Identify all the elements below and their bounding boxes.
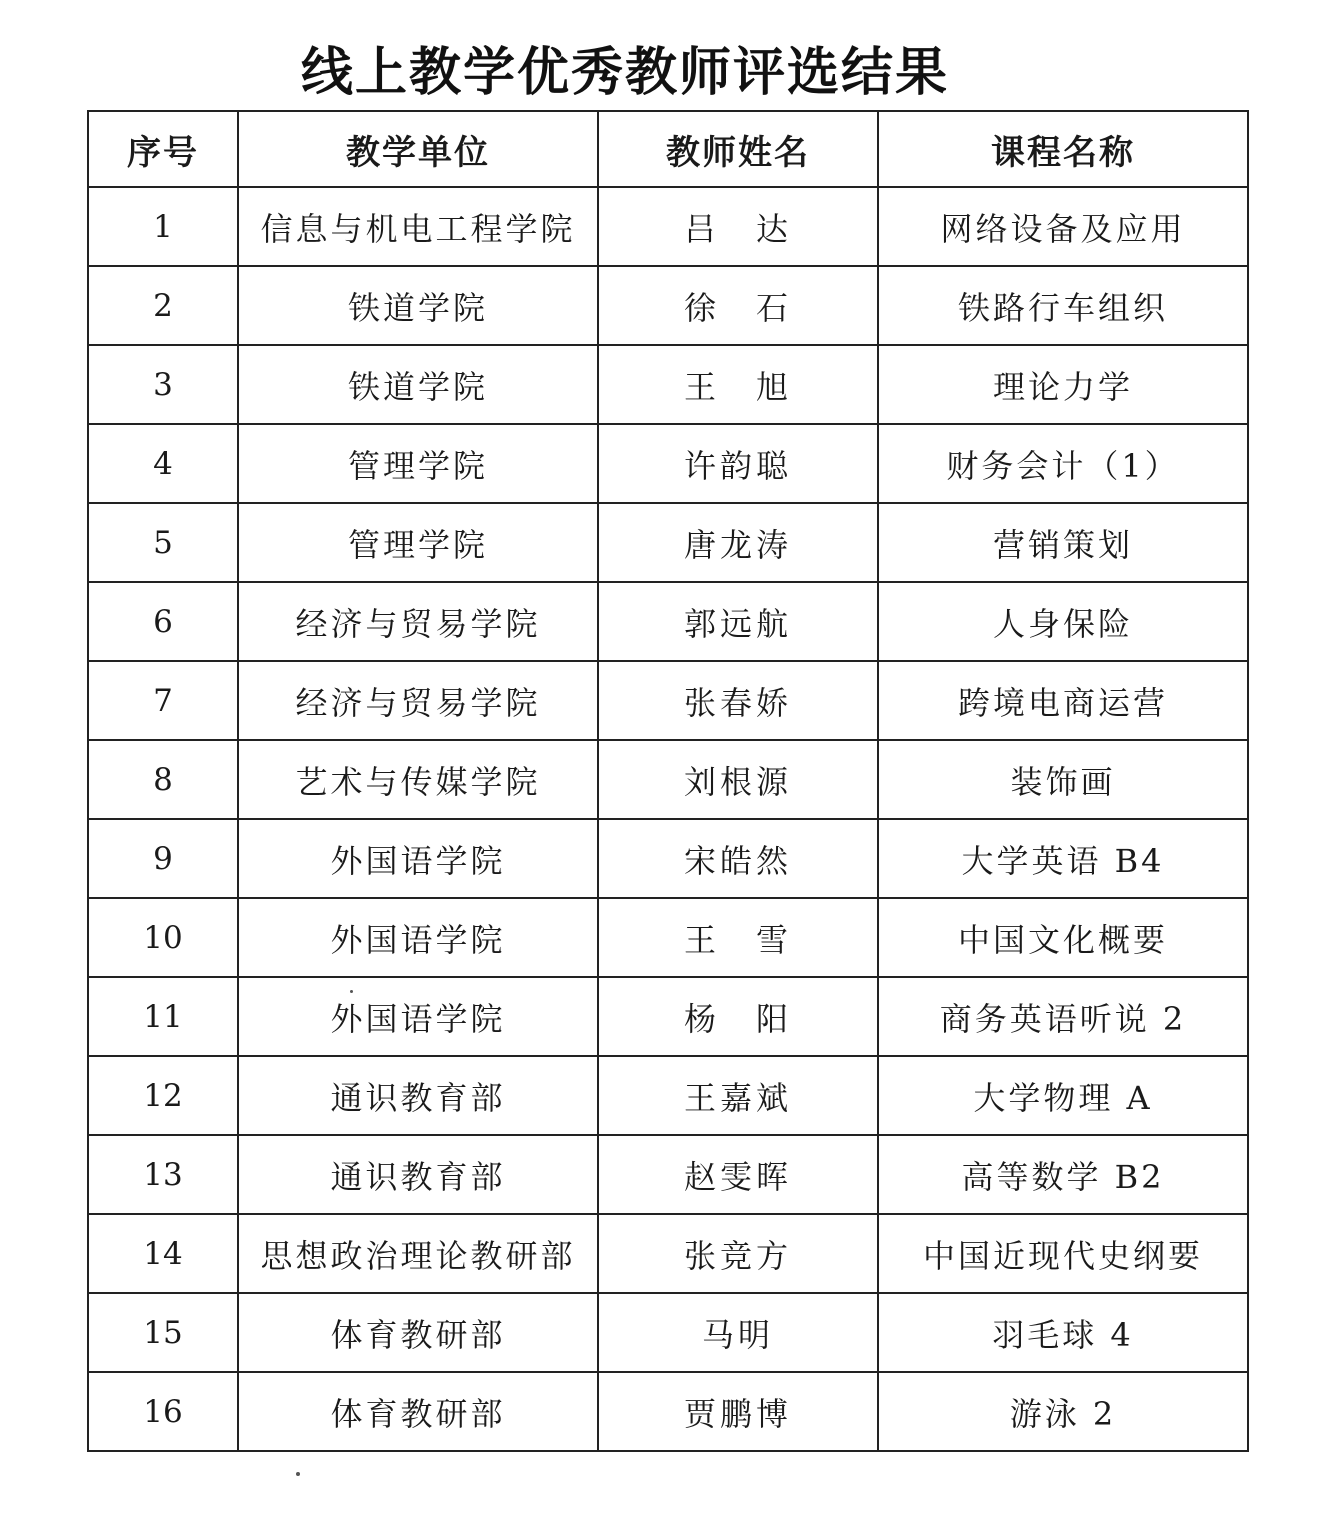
cell-unit: 外国语学院: [238, 819, 598, 898]
table-row: [88, 1293, 1248, 1372]
cell-unit: 体育教研部: [238, 1372, 598, 1451]
cell-course: 人身保险: [878, 582, 1248, 661]
cell-unit: 外国语学院: [238, 898, 598, 977]
cell-unit: 通识教育部: [238, 1056, 598, 1135]
table-row: [88, 187, 1248, 266]
cell-unit: 信息与机电工程学院: [238, 187, 598, 266]
cell-index: 6: [88, 582, 238, 661]
cell-teacher: 王嘉斌: [598, 1056, 878, 1135]
cell-course: 大学物理 A: [878, 1056, 1248, 1135]
cell-teacher: 吕 达: [598, 187, 878, 266]
header-index: 序号: [88, 111, 238, 187]
table-row: [88, 661, 1248, 740]
table-row: [88, 740, 1248, 819]
cell-course: 理论力学: [878, 345, 1248, 424]
cell-index: 14: [88, 1214, 238, 1293]
cell-index: 12: [88, 1056, 238, 1135]
cell-index: 11: [88, 977, 238, 1056]
cell-teacher: 王 雪: [598, 898, 878, 977]
cell-teacher: 赵雯晖: [598, 1135, 878, 1214]
cell-course: 铁路行车组织: [878, 266, 1248, 345]
header-unit: 教学单位: [238, 111, 598, 187]
cell-index: 4: [88, 424, 238, 503]
header-course: 课程名称: [878, 111, 1248, 187]
cell-course: 商务英语听说 2: [878, 977, 1248, 1056]
cell-unit: 管理学院: [238, 503, 598, 582]
cell-unit: 通识教育部: [238, 1135, 598, 1214]
document-title: 线上教学优秀教师评选结果: [300, 43, 949, 103]
cell-unit: 铁道学院: [238, 345, 598, 424]
cell-index: 7: [88, 661, 238, 740]
table-row: [88, 898, 1248, 977]
table-header-row: [88, 111, 1248, 187]
cell-course: 游泳 2: [878, 1372, 1248, 1451]
table-row: [88, 582, 1248, 661]
cell-teacher: 张春娇: [598, 661, 878, 740]
table-row: [88, 977, 1248, 1056]
cell-teacher: 王 旭: [598, 345, 878, 424]
table-row: [88, 1214, 1248, 1293]
cell-index: 3: [88, 345, 238, 424]
cell-teacher: 郭远航: [598, 582, 878, 661]
cell-index: 1: [88, 187, 238, 266]
table-body: [88, 187, 1248, 1451]
cell-unit: 经济与贸易学院: [238, 661, 598, 740]
cell-course: 中国近现代史纲要: [878, 1214, 1248, 1293]
cell-unit: 管理学院: [238, 424, 598, 503]
scan-speck: [350, 990, 353, 993]
cell-teacher: 刘根源: [598, 740, 878, 819]
cell-course: 大学英语 B4: [878, 819, 1248, 898]
cell-index: 5: [88, 503, 238, 582]
cell-teacher: 唐龙涛: [598, 503, 878, 582]
cell-index: 2: [88, 266, 238, 345]
header-teacher: 教师姓名: [598, 111, 878, 187]
cell-index: 15: [88, 1293, 238, 1372]
cell-unit: 思想政治理论教研部: [238, 1214, 598, 1293]
cell-index: 9: [88, 819, 238, 898]
table-row: [88, 819, 1248, 898]
cell-teacher: 许韵聪: [598, 424, 878, 503]
cell-course: 羽毛球 4: [878, 1293, 1248, 1372]
table-row: [88, 345, 1248, 424]
cell-course: 财务会计（1）: [878, 424, 1248, 503]
cell-unit: 外国语学院: [238, 977, 598, 1056]
cell-index: 16: [88, 1372, 238, 1451]
cell-teacher: 张竞方: [598, 1214, 878, 1293]
cell-unit: 艺术与传媒学院: [238, 740, 598, 819]
cell-index: 10: [88, 898, 238, 977]
cell-unit: 经济与贸易学院: [238, 582, 598, 661]
cell-course: 网络设备及应用: [878, 187, 1248, 266]
cell-teacher: 马明: [598, 1293, 878, 1372]
table-row: [88, 266, 1248, 345]
cell-unit: 体育教研部: [238, 1293, 598, 1372]
cell-course: 高等数学 B2: [878, 1135, 1248, 1214]
cell-teacher: 杨 阳: [598, 977, 878, 1056]
scan-speck: [296, 1472, 300, 1476]
cell-course: 营销策划: [878, 503, 1248, 582]
cell-unit: 铁道学院: [238, 266, 598, 345]
table-row: [88, 1056, 1248, 1135]
table-row: [88, 1372, 1248, 1451]
cell-teacher: 贾鹏博: [598, 1372, 878, 1451]
cell-course: 跨境电商运营: [878, 661, 1248, 740]
table-row: [88, 503, 1248, 582]
cell-teacher: 徐 石: [598, 266, 878, 345]
cell-index: 8: [88, 740, 238, 819]
table-row: [88, 424, 1248, 503]
cell-teacher: 宋皓然: [598, 819, 878, 898]
cell-course: 装饰画: [878, 740, 1248, 819]
results-table: [87, 110, 1249, 1452]
cell-course: 中国文化概要: [878, 898, 1248, 977]
cell-index: 13: [88, 1135, 238, 1214]
table-row: [88, 1135, 1248, 1214]
